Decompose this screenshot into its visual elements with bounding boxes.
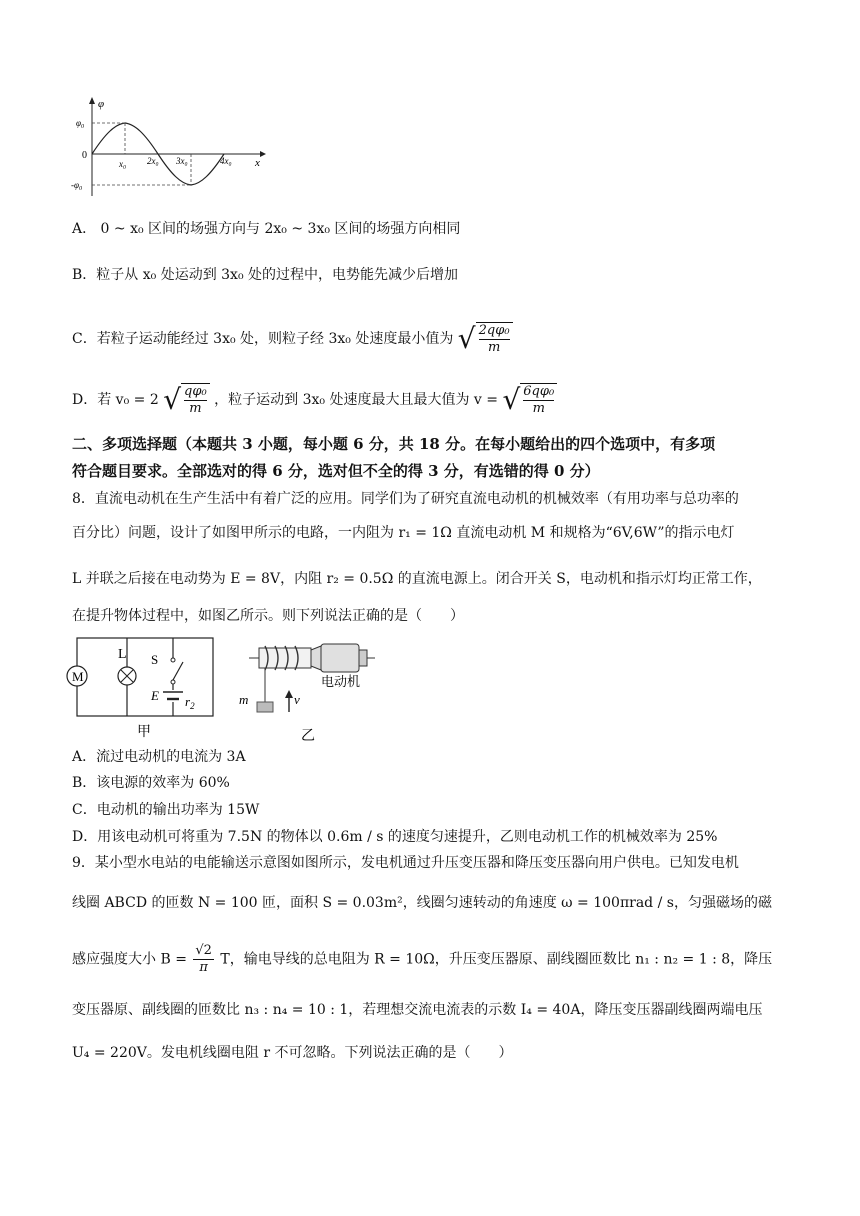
q7-c-num: 2qφ₀: [478, 323, 510, 338]
switch-symbol: [151, 652, 183, 684]
graph-x-tick-1: x₀: [119, 159, 127, 169]
switch-label: S: [151, 652, 159, 667]
motor-symbol: [67, 666, 87, 686]
section-2-heading-line1: 二、多项选择题（本题共 3 小题，每小题 6 分，共 18 分。在每小题给出的四个选项中，有多项: [72, 435, 716, 453]
q7-option-c-text: C．若粒子运动能经过 3x₀ 处，则粒子经 3x₀ 处速度最小值为: [72, 331, 454, 347]
q7-option-a: A． 0 ~ x₀ 区间的场强方向与 2x₀ ~ 3x₀ 区间的场强方向相同: [72, 221, 461, 237]
q7-d-den2: m: [532, 401, 545, 416]
circuit-figure-jia: [65, 630, 225, 740]
q9-b-fraction: [193, 943, 214, 976]
q8-option-c: C．电动机的输出功率为 15W: [72, 802, 260, 818]
figure-jia-caption: 甲: [137, 725, 151, 740]
q9-line3-text-b: T，输电导线的总电阻为 R = 10Ω，升压变压器原、副线圈匝数比 n₁ : n₂ = 1 : 8，降压: [220, 951, 773, 968]
graph-y-top: $\varphi_0$: [76, 118, 84, 130]
q7-option-d-text1: D．若 v₀ = 2: [72, 392, 159, 408]
q9-b-den: π: [199, 960, 208, 975]
q8-stem-line3: L 并联之后接在电动势为 E = 8V，内阻 r₂ = 0.5Ω 的直流电源上。闭合开关 S，电动机和指示灯均正常工作，: [72, 571, 762, 587]
q7-option-d-sqrt1: √ $\frac{\text{qφ₀}}{m}$: [163, 383, 209, 417]
q8-option-d: D．用该电动机可将重为 7.5N 的物体以 0.6m / s 的速度匀速提升，乙则电动机工作的机械效率为 25%: [72, 829, 718, 845]
q9-stem-line2: 线圈 ABCD 的匝数 N = 100 匝，面积 S = 0.03m²，线圈匀速转动的角速度 ω = 100πrad / s，匀强磁场的磁: [72, 895, 772, 911]
q7-option-c-sqrt: √ $\frac{\text{2qφ₀}}{m}$: [458, 322, 513, 356]
section-2-heading-line2: 符合题目要求。全部选对的得 6 分，选对但不全的得 3 分，有选错的得 0 分）: [72, 462, 600, 480]
q7-d-num2: 6qφ₀: [523, 384, 555, 399]
emf-label: E: [151, 688, 159, 703]
q7-d-den1: m: [189, 401, 202, 416]
mass-block: [257, 702, 273, 712]
figure-yi-caption: 乙: [301, 729, 315, 742]
q7-option-d-sqrt2: √ $\frac{\text{6qφ₀}}{m}$: [502, 383, 557, 417]
q7-option-c: [72, 322, 513, 356]
graph-y-bottom: $-\varphi_0$: [71, 180, 82, 192]
motor-figure-yi: [235, 638, 385, 742]
motor-label: M: [72, 669, 84, 684]
q9-stem-line5: U₄ = 220V。发电机线圈电阻 r 不可忽略。下列说法正确的是（ ）: [72, 1045, 513, 1061]
motor-shaft: [249, 644, 375, 672]
velocity-label: v: [294, 692, 300, 707]
q9-stem-line4: 变压器原、副线圈的匝数比 n₃ : n₄ = 10 : 1，若理想交流电流表的示数 I₄ = 40A，降压变压器副线圈两端电压: [72, 1002, 763, 1018]
velocity-arrow-icon: [285, 690, 293, 712]
graph-x-tick-3: 3x₀: [176, 156, 188, 166]
q7-d-num1: qφ₀: [184, 384, 207, 399]
q9-b-num: √2: [195, 943, 212, 958]
graph-x-axis-label: x: [255, 157, 260, 169]
q8-option-b: B．该电源的效率为 60%: [72, 775, 230, 791]
graph-x-tick-4: 4x₀: [220, 156, 232, 166]
graph-x-tick-2: 2x₀: [147, 156, 159, 166]
q7-c-den: m: [487, 340, 501, 355]
mass-label: m: [239, 692, 249, 707]
lamp-label: L: [118, 647, 127, 662]
q9-stem-line3: [72, 943, 772, 976]
q7-option-d-text2: ，粒子运动到 3x₀ 处速度最大且最大值为 v =: [214, 392, 498, 408]
q7-option-d: [72, 383, 557, 417]
q9-line3-text-a: 感应强度大小 B =: [72, 951, 187, 968]
potential-graph: [70, 92, 270, 202]
q8-stem-line4: 在提升物体过程中，如图乙所示。则下列说法正确的是（ ）: [72, 608, 464, 624]
graph-axes: [89, 97, 266, 196]
graph-y-zero: 0: [82, 150, 87, 161]
q9-stem-line1: 9．某小型水电站的电能输送示意图如图所示，发电机通过升压变压器和降压变压器向用户供电。已知发电机: [72, 855, 739, 871]
q8-option-a: A．流过电动机的电流为 3A: [72, 749, 246, 765]
motor-text-label: 电动机: [321, 674, 361, 689]
q8-stem-line2: 百分比）问题，设计了如图甲所示的电路，一内阻为 r₁ = 1Ω 直流电动机 M 和规格为“6V,6W”的指示电灯: [72, 525, 735, 541]
q7-option-b: B．粒子从 x₀ 处运动到 3x₀ 处的过程中，电势能先减少后增加: [72, 267, 459, 283]
internal-resistance-label: $r_2$: [185, 694, 195, 711]
graph-y-axis-label: φ: [98, 98, 105, 110]
q8-stem-line1: 8．直流电动机在生产生活中有着广泛的应用。同学们为了研究直流电动机的机械效率（有用功率与总功率的: [72, 491, 739, 507]
